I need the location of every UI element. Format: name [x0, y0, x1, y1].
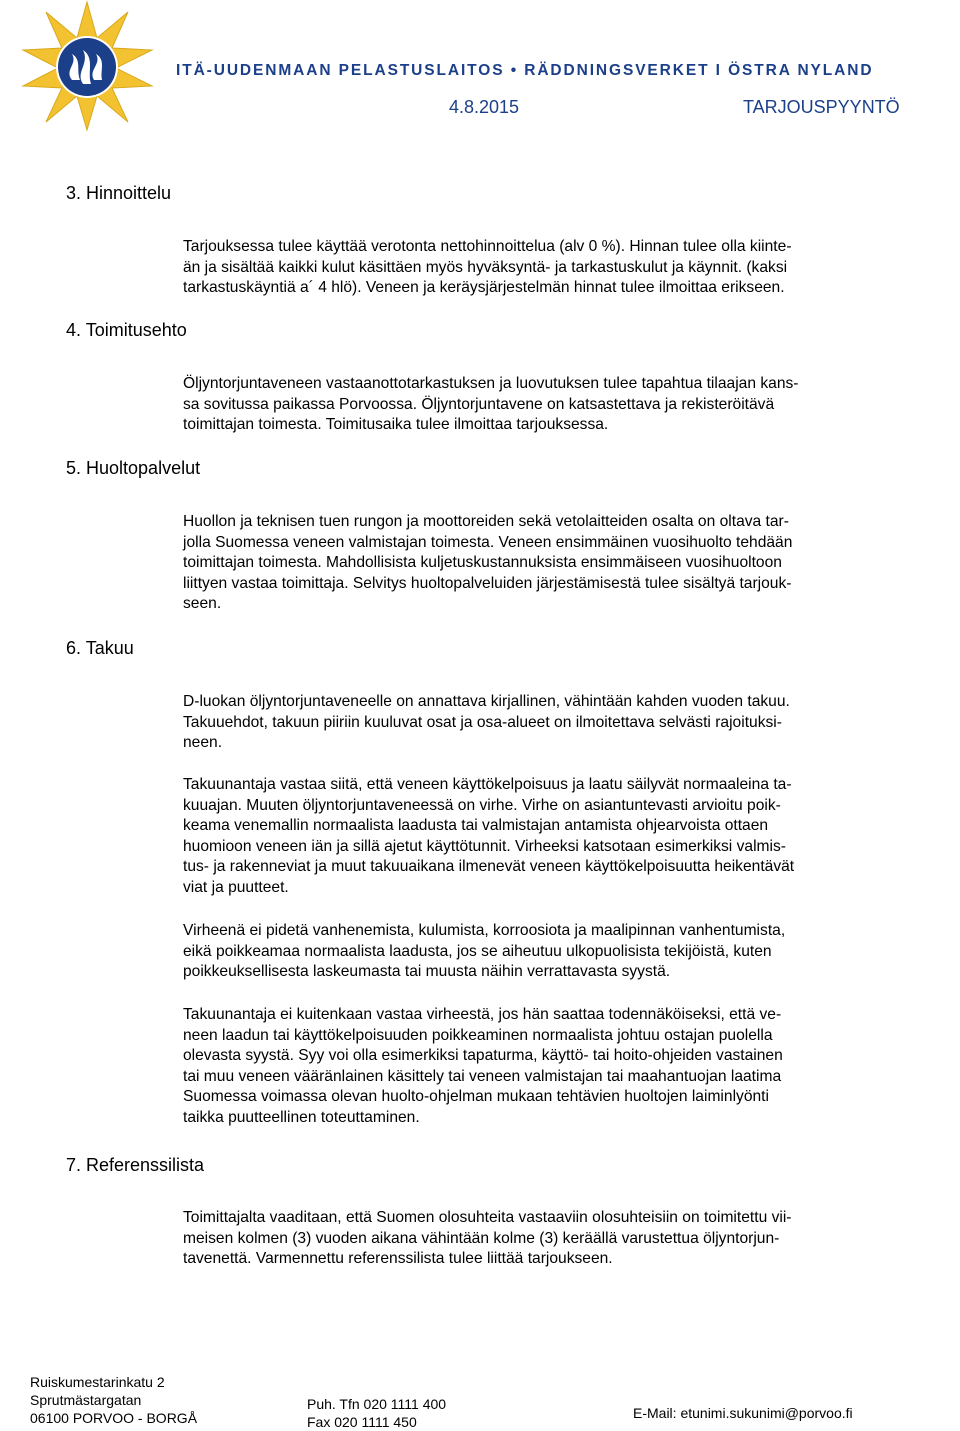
section-heading-warranty: 6. Takuu: [66, 638, 134, 658]
rescue-department-star-logo: [20, 0, 155, 132]
org-name-separator: •: [510, 62, 519, 79]
org-name-finnish: ITÄ-UUDENMAAN PELASTUSLAITOS: [176, 62, 505, 79]
section-heading-delivery-terms: 4. Toimitusehto: [66, 320, 187, 340]
footer-contact: [307, 1395, 446, 1431]
section-paragraph: Huollon ja teknisen tuen rungon ja moottoreiden sekä vetolaitteiden osalta on oltava tar- jolla Suomessa veneen valmistajan toimesta. Veneen ensimmäinen vuosihuolto tehdään toimittajan toimesta. Mahdollisista kuljetuskustannuksista ensimmäiseen vuosihuoltoon liittyen vastaa toimittaja. Selvitys huoltopalveluiden järjestämisestä tulee sisältyä tarjouk- seen.: [183, 513, 793, 613]
section-paragraph: Tarjouksessa tulee käyttää verotonta nettohinnoittelua (alv 0 %). Hinnan tulee olla kiinte- än ja sisältää kaikki kulut käsittäen myös hyväksyntä- ja tarkastuskulut ja käynnit. (kaksi tarkastuskäyntiä a´ 4 hlö). Veneen ja keräysjärjestelmän hinnat tulee ilmoittaa erikseen.: [183, 238, 792, 297]
footer-fax: Fax 020 1111 450: [307, 1414, 417, 1430]
section-paragraph: Takuunantaja ei kuitenkaan vastaa virheestä, jos hän saattaa todennäköiseksi, että ve- neen laadun tai käyttökelpoisuuden poikkeaminen normaalista johtuu ostajan puolella olevasta syystä. Syy voi olla esimerkiksi tapaturma, käyttö- tai hoito-ohjeiden vastainen tai muu veneen vääränlainen käsittely tai veneen valmistajan tai maahantuojan laatima Suomessa voimassa olevan huolto-ohjelman mukaan tehtävien huoltojen laiminlyönti taikka puutteellinen toteuttaminen.: [183, 1006, 783, 1126]
section-paragraph: D-luokan öljyntorjuntaveneelle on annattava kirjallinen, vähintään kahden vuoden takuu. Takuuehdot, takuun piiriin kuuluvat osat ja osa-alueet on ilmoitettava selvästi rajoituksi- neen.: [183, 693, 790, 752]
section-paragraph: Virheenä ei pidetä vanhenemista, kulumista, korroosiota ja maalipinnan vanhentumista, eikä poikkeamaa normaalista laadusta, jos se aiheutuu ulkopuolisista tekijöistä, kuten poikkeuksellisesta laskeumasta tai muusta näihin verrattavasta syystä.: [183, 922, 786, 981]
org-name-swedish: RÄDDNINGSVERKET I ÖSTRA NYLAND: [524, 62, 874, 79]
document-date: 4.8.2015: [449, 97, 520, 117]
footer-address-line: Ruiskumestarinkatu 2: [30, 1374, 165, 1390]
star-logo-body: [23, 2, 152, 130]
footer-phone: Puh. Tfn 020 1111 400: [307, 1396, 447, 1412]
footer-address-line: 06100 PORVOO - BORGÅ: [30, 1410, 198, 1426]
section-paragraph: Takuunantaja vastaa siitä, että veneen käyttökelpoisuus ja laatu säilyvät normaaleina ta- kuuajan. Muuten öljyntorjuntaveneessä on virhe. Virhe on asiantuntevasti arvioitu poik- keama venemallin normaalista laadusta tai valmistajan antamista ohjearvoista ottaen huomioon veneen iän ja sillä ajetut käyttötunnit. Virheeksi katsotaan esimerkiksi valmis- tus- ja rakenneviat ja muut takuuaikana ilmenevät veneen käyttökelpoisuutta heikentävät viat ja puutteet.: [183, 776, 795, 896]
section-paragraph: Öljyntorjuntaveneen vastaanottotarkastuksen ja luovutuksen tulee tapahtua tilaajan kans- sa sovitussa paikassa Porvoossa. Öljyntorjuntavene on katsastettava ja rekisteröitävä toimittajan toimesta. Toimitusaika tulee ilmoittaa tarjouksessa.: [183, 375, 799, 434]
footer-address: [30, 1373, 197, 1427]
section-paragraph: Toimittajalta vaaditaan, että Suomen olosuhteita vastaaviin olosuhteisiin on toimitettu vii- meisen kolmen (3) vuoden aikana vähintään kolme (3) keräällä varustettua öljyntorjun- tavenettä. Varmennettu referenssilista tulee liittää tarjoukseen.: [183, 1209, 792, 1268]
section-heading-reference-list: 7. Referenssilista: [66, 1155, 205, 1175]
document-type: TARJOUSPYYNTÖ: [743, 97, 900, 117]
section-heading-pricing: 3. Hinnoittelu: [66, 183, 172, 203]
footer-address-line: Sprutmästargatan: [30, 1392, 142, 1408]
organization-name: [176, 62, 873, 80]
section-heading-maintenance: 5. Huoltopalvelut: [66, 458, 201, 478]
footer-email[interactable]: E-Mail: etunimi.sukunimi@porvoo.fi: [633, 1405, 853, 1421]
